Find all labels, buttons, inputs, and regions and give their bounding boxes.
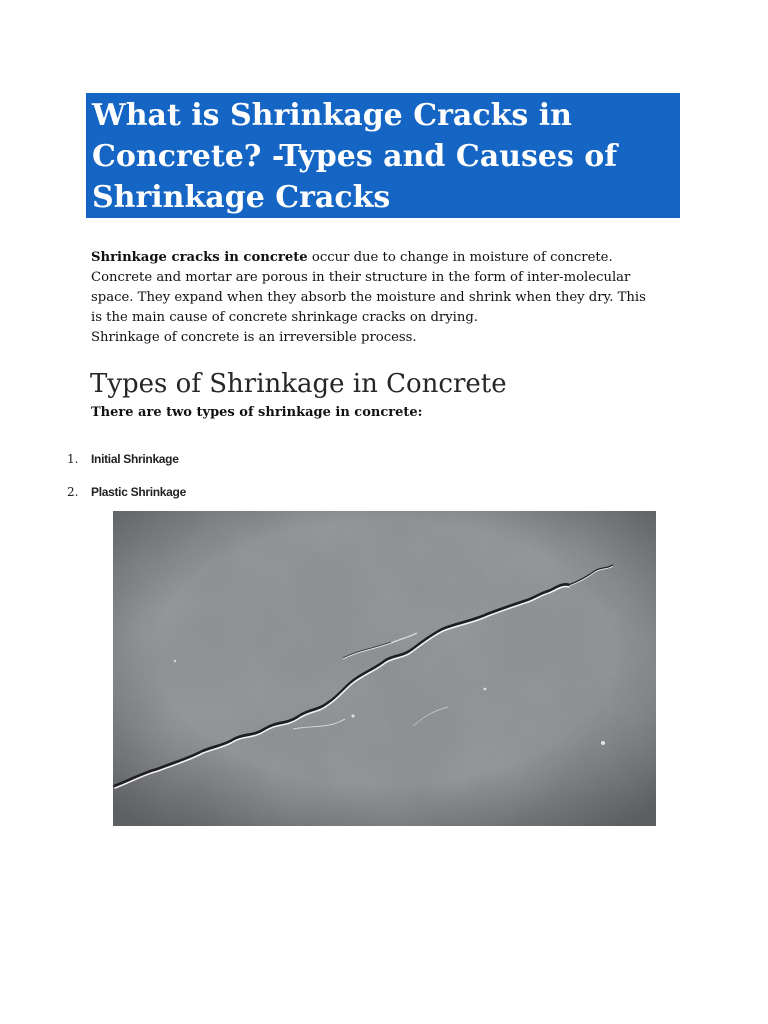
title-line-1: What is Shrinkage Cracks in <box>92 98 572 133</box>
intro-line-3: space. They expand when they absorb the moisture and shrink when they dry. This <box>91 290 646 305</box>
intro-line-5: Shrinkage of concrete is an irreversible process. <box>91 330 417 345</box>
intro-line-1-rest: occur due to change in moisture of concrete. <box>307 250 613 265</box>
list-item-label: Plastic Shrinkage <box>91 485 186 499</box>
concrete-crack-photo <box>113 511 656 826</box>
list-item-number: 2. <box>67 485 79 499</box>
list-item-label: Initial Shrinkage <box>91 452 179 466</box>
intro-paragraph <box>91 248 691 348</box>
list-item <box>67 485 186 499</box>
intro-line-1 <box>91 248 691 268</box>
section-lead: There are two types of shrinkage in concrete: <box>91 405 423 420</box>
title-line-3: Shrinkage Cracks <box>92 180 391 215</box>
list-item-number: 1. <box>67 452 79 466</box>
title-banner <box>86 93 680 218</box>
intro-bold-lead: Shrinkage cracks in concrete <box>91 250 308 265</box>
intro-line-2: Concrete and mortar are porous in their structure in the form of inter-molecular <box>91 270 631 285</box>
concrete-crack-image <box>113 511 656 826</box>
title-line-2: Concrete? -Types and Causes of <box>92 139 618 174</box>
intro-line-4: is the main cause of concrete shrinkage cracks on drying. <box>91 310 478 325</box>
list-item <box>67 452 179 466</box>
section-heading: Types of Shrinkage in Concrete <box>90 369 507 399</box>
